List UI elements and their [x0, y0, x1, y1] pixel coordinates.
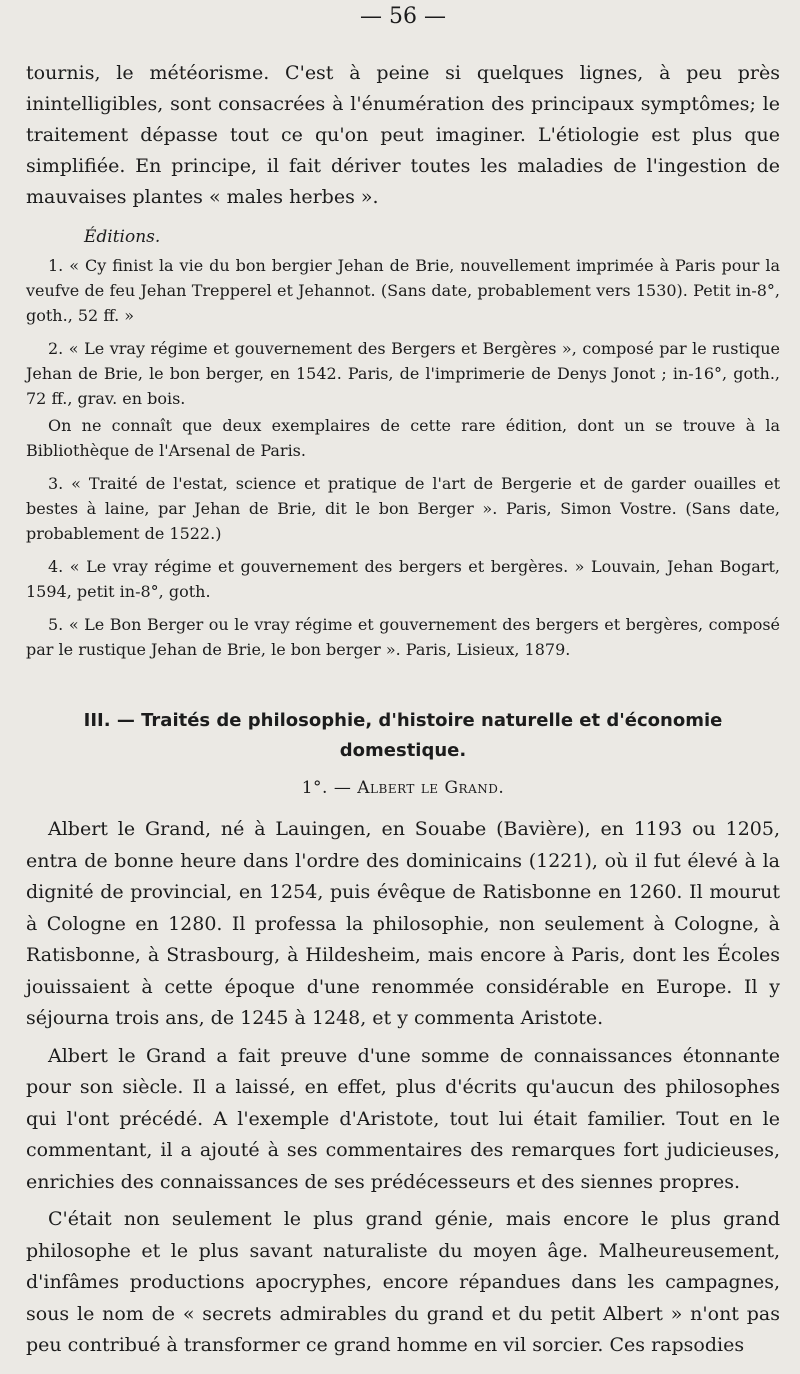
edition-number: 4.	[48, 557, 64, 576]
body-paragraph-3: C'était non seulement le plus grand génie, mais encore le plus grand philosophe et le plus savant naturaliste du moyen âge. Malheureusement, d'infâmes productions apocryphes, encore répandues dans les campagnes, sous le nom de « secrets admirables du grand et du petit Albert » n'ont pas peu contribué à transformer ce grand homme en vil sorcier. Ces rapsodies	[26, 1208, 780, 1356]
subsection-title: 1°. — Albert le Grand.	[301, 778, 505, 798]
edition-number: 3.	[48, 474, 64, 493]
edition-text: « Le Bon Berger ou le vray régime et gouvernement des bergers et bergères, composé par le rustique Jehan de Brie, le bon berger ». Paris, Lisieux, 1879.	[26, 615, 781, 659]
edition-2-note: On ne connaît que deux exemplaires de cette rare édition, dont un se trouve à la Bibliothèque de l'Arsenal de Paris.	[26, 416, 780, 460]
edition-number: 1.	[48, 256, 64, 275]
section-title: III. — Traités de philosophie, d'histoire naturelle et d'économie domestique.	[83, 710, 723, 761]
edition-item-4	[26, 554, 780, 604]
edition-number: 2.	[48, 339, 64, 358]
body-paragraph-2: Albert le Grand a fait preuve d'une somme de connaissances étonnante pour son siècle. Il a laissé, en effet, plus d'écrits qu'aucun des philosophes qui l'ont précédé. A l'exemple d'Aristote, tout lui était familier. Tout en le commentant, il a ajouté à ses commentaires des remarques fort judicieuses, enrichies des connaissances de ses prédécesseurs et des siennes propres.	[26, 1044, 780, 1193]
edition-item-1	[26, 253, 780, 328]
intro-paragraph: tournis, le météorisme. C'est à peine si quelques lignes, à peu près inintelligibles, sont consacrées à l'énumération des principaux symptômes; le traitement dépasse tout ce qu'on peut imaginer. L'étiologie est plus que simplifiée. En principe, il fait dériver toutes les maladies de l'ingestion de mauvaises plantes « males herbes ».	[26, 62, 780, 208]
edition-item-5	[26, 612, 780, 662]
edition-item-3	[26, 471, 780, 546]
edition-number: 5.	[48, 615, 64, 634]
page-number: — 56 —	[360, 4, 446, 29]
body-paragraph-1: Albert le Grand, né à Lauingen, en Souabe (Bavière), en 1193 ou 1205, entra de bonne heure dans l'ordre des dominicains (1221), où il fut élevé à la dignité de provincial, en 1254, puis évêque de Ratisbonne en 1260. Il mourut à Cologne en 1280. Il professa la philosophie, non seulement à Cologne, à Ratisbonne, à Strasbourg, à Hildesheim, mais encore à Paris, dont les Écoles jouissaient à cette époque d'une renommée considérable en Europe. Il y séjourna trois ans, de 1245 à 1248, et y commenta Aristote.	[26, 818, 780, 1029]
edition-item-2	[26, 336, 780, 411]
edition-text: « Traité de l'estat, science et pratique de l'art de Bergerie et de garder ouailles et bestes à laine, par Jehan de Brie, dit le bon Berger ». Paris, Simon Vostre. (Sans date, probablement de 1522.)	[26, 474, 781, 543]
editions-heading: Éditions.	[84, 227, 161, 247]
edition-text: « Le vray régime et gouvernement des bergers et bergères. » Louvain, Jehan Bogart, 1594, petit in-8°, goth.	[26, 557, 780, 601]
edition-text: « Cy finist la vie du bon bergier Jehan de Brie, nouvellement imprimée à Paris pour la veufve de feu Jehan Trepperel et Jehannot. (Sans date, probablement vers 1530). Petit in-8°, goth., 52 ff. »	[26, 256, 780, 325]
edition-text: « Le vray régime et gouvernement des Bergers et Bergères », composé par le rustique Jehan de Brie, le bon berger, en 1542. Paris, de l'imprimerie de Denys Jonot ; in-16°, goth., 72 ff., grav. en bois.	[26, 339, 780, 408]
